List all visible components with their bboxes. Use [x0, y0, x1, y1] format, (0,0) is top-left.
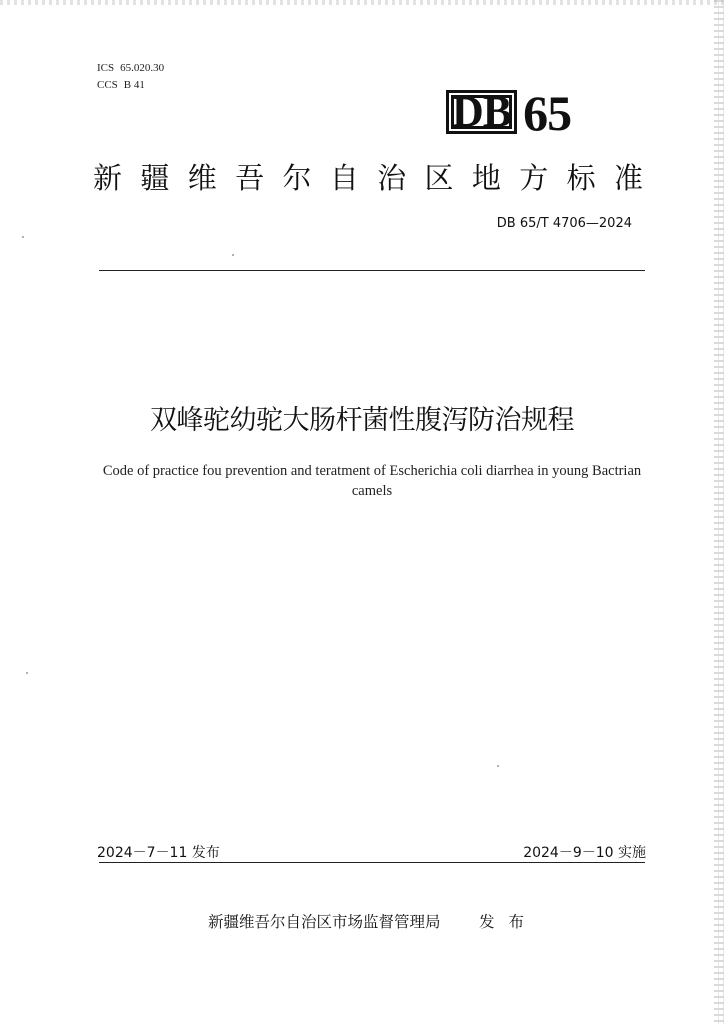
standard-type-char: 治	[377, 161, 407, 195]
ics-code	[97, 60, 164, 77]
issue-label: 发布	[479, 913, 539, 931]
issuing-authority: 新疆维吾尔自治区市场监督管理局	[208, 913, 441, 931]
scan-speck	[497, 765, 499, 767]
document-title: 双峰驼幼驼大肠杆菌性腹泻防治规程	[150, 405, 574, 436]
divider-top	[99, 270, 645, 271]
scan-speck	[232, 254, 234, 256]
standard-type-char: 疆	[140, 161, 170, 195]
divider-bottom	[99, 862, 645, 863]
standard-type-char: 标	[566, 161, 596, 195]
scan-edge-top	[0, 0, 724, 5]
db-logo-number: 65	[523, 85, 572, 141]
db-logo-letters: DB	[446, 90, 517, 134]
scan-speck	[26, 672, 28, 674]
ics-value: 65.020.30	[120, 62, 165, 74]
ccs-value: B 41	[123, 79, 145, 91]
standard-type-char: 准	[613, 161, 643, 195]
db-logo	[446, 85, 572, 141]
standard-type-char: 尔	[282, 161, 312, 195]
standard-type-title	[93, 160, 643, 196]
standard-type-char: 吾	[235, 161, 265, 195]
standard-number: DB 65/T 4706—2024	[496, 216, 632, 231]
ics-label: ICS	[97, 62, 115, 74]
issue-date: 2024－7－11 发布	[97, 845, 220, 861]
standard-type-char: 新	[93, 161, 123, 195]
implementation-date: 2024－9－10 实施	[523, 845, 646, 861]
standard-type-char: 方	[519, 161, 549, 195]
scan-speck	[22, 236, 24, 238]
scan-edge-right	[714, 0, 724, 1024]
classification-codes	[97, 60, 164, 94]
standard-type-char: 自	[329, 161, 359, 195]
ccs-label: CCS	[97, 79, 118, 91]
standard-type-char: 地	[471, 161, 501, 195]
document-subtitle-en: Code of practice fou prevention and teratment of Escherichia coli diarrhea in young Bactrian camels	[102, 463, 642, 499]
standard-type-char: 区	[424, 161, 454, 195]
standard-type-char: 维	[187, 161, 217, 195]
ccs-code	[97, 77, 164, 94]
